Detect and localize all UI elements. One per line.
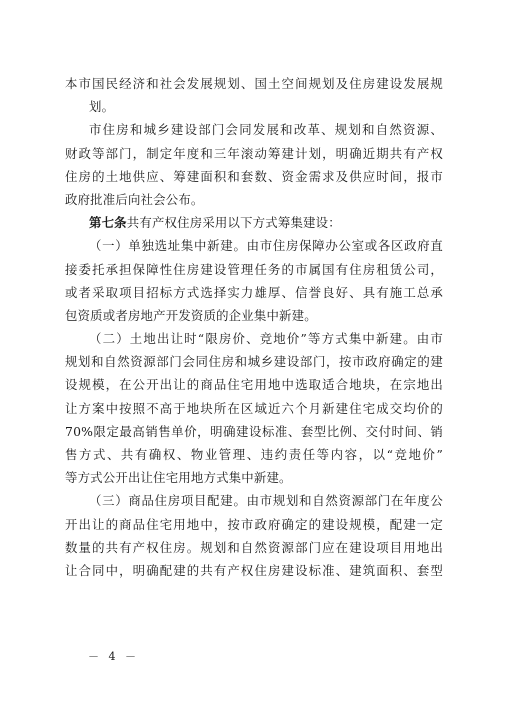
text-line: 或者采取项目招标方式选择实力雄厚、信誉良好、具有施工总承 bbox=[65, 284, 443, 300]
text-line: 市住房和城乡建设部门会同发展和改革、规划和自然资源、 bbox=[89, 122, 443, 138]
text-line: 接委托承担保障性住房建设管理任务的市属国有住房租赁公司， bbox=[65, 261, 443, 277]
text-line: 售方式、共有确权、物业管理、违约责任等内容，以“竞地价” bbox=[65, 447, 443, 462]
text-line: 等方式公开出让住宅用地方式集中新建。 bbox=[65, 470, 292, 486]
text-line: 本市国民经济和社会发展规划、国土空间规划及住房建设发展规 bbox=[65, 76, 443, 91]
article-heading-line bbox=[65, 211, 443, 234]
text-line: 数量的共有产权住房。规划和自然资源部门应在建设项目用地出 bbox=[65, 539, 443, 555]
text-line: 开出让的商品住宅用地中，按市政府确定的建设规模，配建一定 bbox=[65, 516, 443, 532]
text-line: 划。 bbox=[89, 99, 115, 115]
text-line: （三）商品住房项目配建。由市规划和自然资源部门在年度公 bbox=[89, 493, 443, 509]
text-line: 70%限定最高销售单价，明确建设标准、套型比例、交付时间、销 bbox=[65, 423, 443, 439]
text-line: 让合同中，明确配建的共有产权住房建设标准、建筑面积、套型 bbox=[65, 562, 443, 578]
article-number: 第七条 bbox=[89, 215, 127, 231]
text-line: 财政等部门，制定年度和三年滚动筹建计划，明确近期共有产权 bbox=[65, 145, 443, 161]
page-number: － 4 － bbox=[88, 650, 139, 663]
text-line: 包资质或者房地产开发资质的企业集中新建。 bbox=[65, 307, 317, 323]
text-line: （一）单独选址集中新建。由市住房保障办公室或各区政府直 bbox=[89, 238, 443, 254]
text-line: 政府批准后向社会公布。 bbox=[65, 191, 204, 207]
body-text bbox=[65, 72, 443, 582]
article-heading-text: 共有产权住房采用以下方式筹集建设： bbox=[126, 215, 341, 231]
text-line: （二）土地出让时“限房价、竞地价”等方式集中新建。由市 bbox=[89, 331, 443, 347]
text-line: 规划和自然资源部门会同住房和城乡建设部门，按市政府确定的建 bbox=[65, 354, 443, 370]
text-line: 让方案中按照不高于地块所在区域近六个月新建住宅成交均价的 bbox=[65, 400, 443, 416]
text-line: 设规模，在公开出让的商品住宅用地中选取适合地块，在宗地出 bbox=[65, 377, 443, 393]
text-line: 住房的土地供应、筹建面积和套数、资金需求及供应时间，报市 bbox=[65, 168, 443, 184]
